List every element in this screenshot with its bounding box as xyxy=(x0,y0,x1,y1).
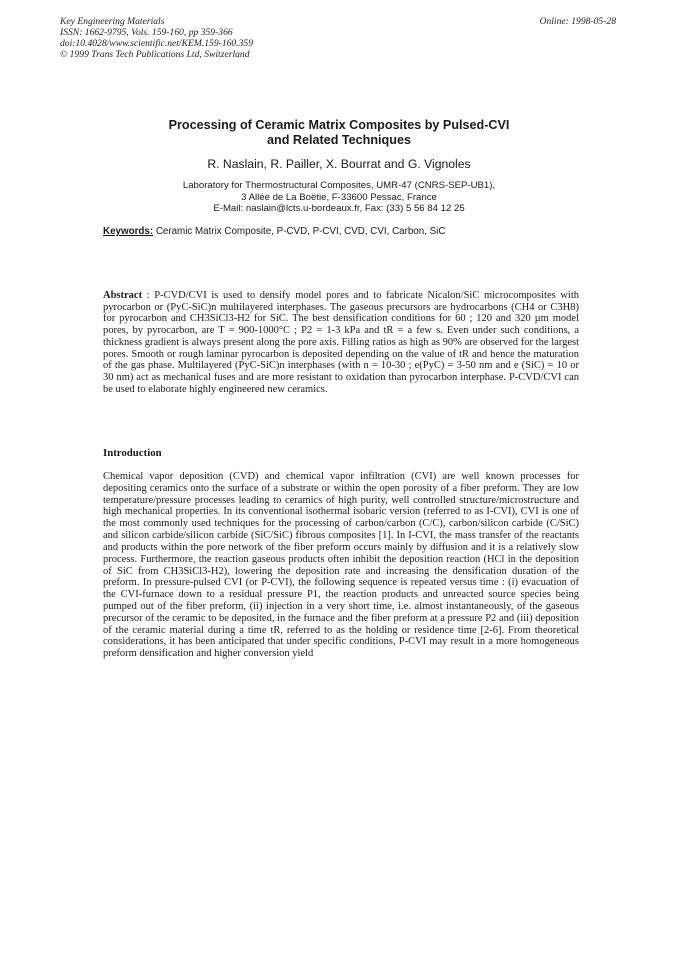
keywords-text: Ceramic Matrix Composite, P-CVD, P-CVI, CVD, CVI, Carbon, SiC xyxy=(153,226,446,237)
journal-issn: ISSN: 1662-9795, Vols. 159-160, pp 359-366 xyxy=(60,27,233,38)
introduction-paragraph: Chemical vapor deposition (CVD) and chemical vapor infiltration (CVI) are well known processes for depositing ceramics onto the surface of a substrate or within the open porosity of a fiber preform. They are low temperature/pressure processes leading to ceramics of high purity, well controlled structure/microstructure and high mechanical properties. In its conventional isothermal isobaric version (referred to as I-CVI), CVI is one of the most commonly used techniques for the processing of carbon/carbon (C/C), carbon/silicon carbide (C/SiC) and silicon carbide/silicon carbide (SiC/SiC) fibrous composites [1]. In I-CVI, the mass transfer of the reactants and products within the pore network of the fiber preform occurs mainly by diffusion and it is a relatively slow process. Furthermore, the reaction gaseous products often inhibit the deposition reaction (HCl in the deposition of SiC from CH3SiCl3-H2), lowering the deposition rate and increasing the densification duration of the preform. In pressure-pulsed CVI (or P-CVI), the following sequence is repeated versus time : (i) evacuation of the CVI-furnace down to a residual pressure P1, the reaction products and unreacted source species being pumped out of the fiber preform, (ii) injection in a very short time, i.e. almost instantaneously, of the gaseous precursor of the ceramic to be deposited, in the furnace and the fiber preform at a pressure P2 and (iii) deposition of the ceramic material during a time tR, referred to as the holding or residence time [2-6]. From theoretical considerations, it has been anticipated that under specific conditions, P-CVI may result in a more homogeneous preform densification and higher conversion yield xyxy=(103,471,579,660)
journal-doi: doi:10.4028/www.scientific.net/KEM.159-160.359 xyxy=(60,38,254,49)
keywords xyxy=(103,226,583,238)
affiliation-contact: E-Mail: naslain@lcts.u-bordeaux.fr, Fax: (33) 5 56 84 12 25 xyxy=(213,203,465,215)
title-line: Processing of Ceramic Matrix Composites by Pulsed-CVI xyxy=(168,118,510,132)
author-list: R. Naslain, R. Pailler, X. Bourrat and G. Vignoles xyxy=(207,157,471,171)
abstract-label: Abstract xyxy=(103,290,143,301)
abstract xyxy=(103,290,579,395)
affiliation xyxy=(100,180,578,215)
online-date: Online: 1998-05-28 xyxy=(539,16,616,27)
journal-name: Key Engineering Materials xyxy=(60,16,165,27)
keywords-label: Keywords: xyxy=(103,226,154,237)
journal-copyright: © 1999 Trans Tech Publications Ltd, Switzerland xyxy=(60,49,250,60)
paper-title xyxy=(100,118,578,148)
title-line: and Related Techniques xyxy=(267,133,411,147)
affiliation-line: 3 Allée de La Boëtie, F-33600 Pessac, France xyxy=(241,191,437,203)
section-heading-introduction: Introduction xyxy=(103,447,162,459)
abstract-text: : P-CVD/CVI is used to densify model pores and to fabricate Nicalon/SiC microcomposites with pyrocarbon or (PyC-SiC)n multilayered interphases. The gaseous precursors are hydrocarbons (CH4 or C3H8) for pyrocarbon and CH3SiCl3-H2 for SiC. The best densification conditions for 60 ; 120 and 320 µm model pores, by pyrocarbon, are T = 900-1000°C ; P2 = 1-3 kPa and tR = a few s. Even under such conditions, a thickness gradient is always present along the pore axis. Filling ratios as high as 90% are observed for the largest pores. Smooth or rough laminar pyrocarbon is deposited depending on the value of tR and hence the maturation of the gas phase. Multilayered (PyC-SiC)n interphases (with n = 10-30 ; e(PyC) = 3-50 nm and e (SiC) = 10 or 30 nm) act as mechanical fuses and are more resistant to oxidation than pyrocarbon interphase. P-CVD/CVI can be used to elaborate highly engineered new ceramics. xyxy=(103,290,579,395)
journal-header xyxy=(60,16,440,60)
introduction-body xyxy=(103,471,579,660)
affiliation-line: Laboratory for Thermostructural Composites, UMR-47 (CNRS-SEP-UB1), xyxy=(182,180,496,191)
